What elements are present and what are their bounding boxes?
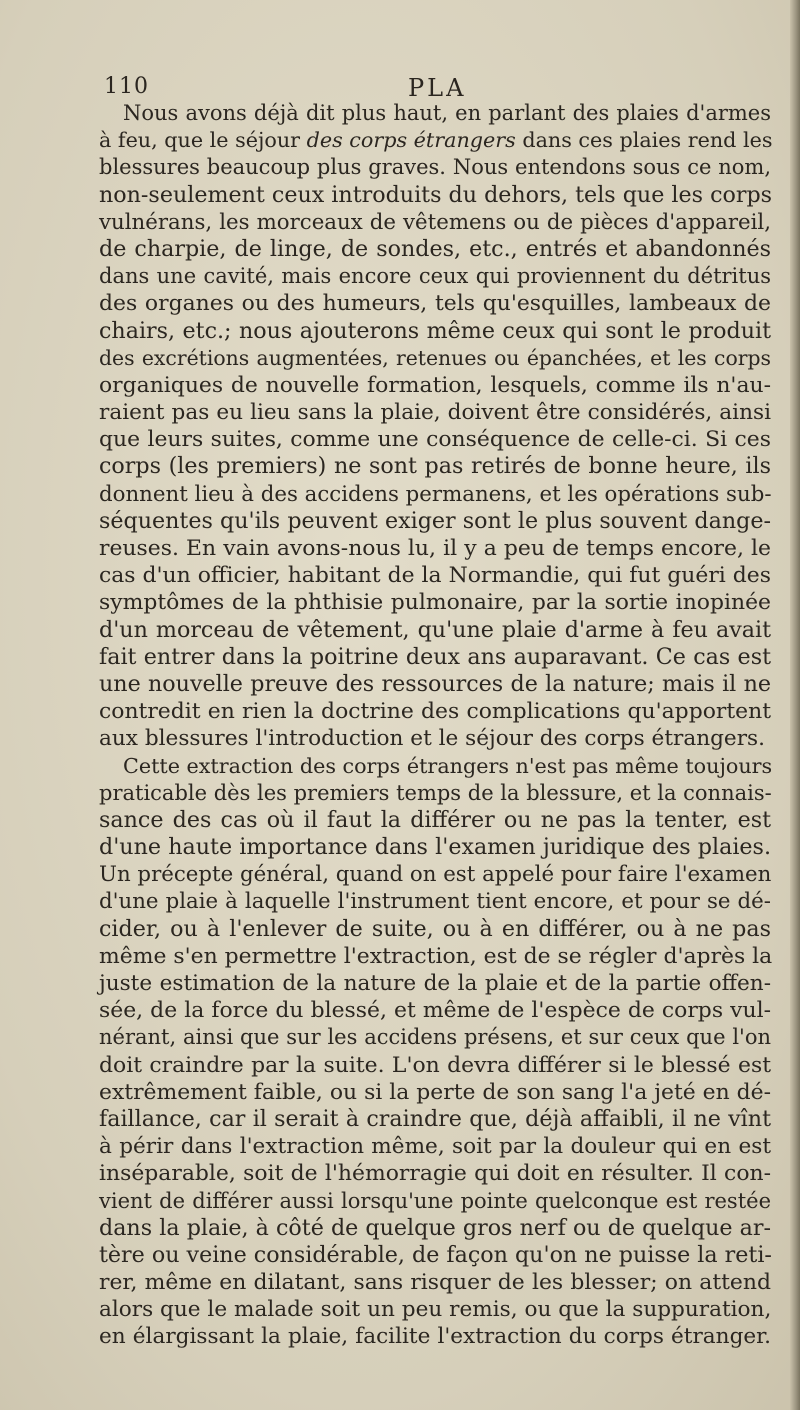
text-line: d'un morceau de vêtement, qu'une plaie d'arme à feu avait [99,616,771,643]
text-line: Un précepte général, quand on est appelé pour faire l'examen [99,862,772,888]
text-line: des organes ou des humeurs, tels qu'esquilles, lambeaux de [99,291,771,317]
text-line: sance des cas où il faut la différer ou ne pas la tenter, est [99,806,771,833]
text-line: dans une cavité, mais encore ceux qui proviennent du détritus [99,264,771,289]
text-line: fait entrer dans la poitrine deux ans auparavant. Ce cas est [99,643,771,670]
text-line: praticable dès les premiers temps de la blessure, et la connais- [99,780,772,805]
text-line: chairs, etc.; nous ajouterons même ceux qui sont le produit [99,317,771,344]
text-line: inséparable, soit de l'hémorragie qui doit en résulter. Il con- [99,1161,771,1187]
text-line: rer, même en dilatant, sans risquer de les blesser; on attend [99,1270,771,1296]
text-line: tère ou veine considérable, de façon qu'on ne puisse la reti- [99,1241,772,1268]
text-line: faillance, car il serait à craindre que, déjà affaibli, il ne vînt [99,1105,771,1132]
text-line: donnent lieu à des accidens permanens, et les opérations sub- [99,481,772,507]
text-line: nérant, ainsi que sur les accidens présens, et sur ceux que l'on [99,1025,771,1050]
text-line [99,127,771,154]
text-line: symptômes de la phthisie pulmonaire, par la sortie inopinée [99,590,771,616]
text-line: cider, ou à l'enlever de suite, ou à en différer, ou à ne pas [99,915,771,942]
body-text [99,100,771,1351]
text-line: contredit en rien la doctrine des complications qu'apportent [99,699,771,725]
text-line: que leurs suites, comme une conséquence de celle-ci. Si ces [99,427,771,453]
text-line: en élargissant la plaie, facilite l'extraction du corps étranger. [99,1324,771,1350]
text-line: cas d'un officier, habitant de la Normandie, qui fut guéri des [99,563,771,589]
text-line: Nous avons déjà dit plus haut, en parlant des plaies d'armes [123,101,771,125]
text-line: alors que le malade soit un peu remis, ou que la suppuration, [99,1297,772,1323]
text-line: juste estimation de la nature de la plaie et de la partie offen- [99,971,771,996]
text-fragment: dans ces plaies rend les [515,128,773,153]
text-line: blessures beaucoup plus graves. Nous entendons sous ce nom, [99,155,771,180]
text-fragment: à feu, que le séjour [99,128,307,153]
text-line: vient de différer aussi lorsqu'une pointe quelconque est restée [99,1188,771,1213]
page-edge [790,0,800,1410]
text-line: reuses. En vain avons-nous lu, il y a peu de temps encore, le [99,536,771,561]
text-line: raient pas eu lieu sans la plaie, doivent être considérés, ainsi [99,400,771,426]
text-line: corps (les premiers) ne sont pas retirés de bonne heure, ils [99,453,771,480]
text-line: une nouvelle preuve des ressources de la nature; mais il ne [99,670,771,697]
text-line: doit craindre par la suite. L'on devra différer si le blessé est [99,1052,771,1078]
text-line: séquentes qu'ils peuvent exiger sont le plus souvent dange- [99,507,771,534]
text-line: à périr dans l'extraction même, soit par la douleur qui en est [99,1134,771,1160]
text-line: même s'en permettre l'extraction, est de se régler d'après la [99,943,773,969]
text-line: organiques de nouvelle formation, lesquels, comme ils n'au- [99,372,771,398]
text-line: d'une haute importance dans l'examen juridique des plaies. [99,834,771,861]
text-line: dans la plaie, à côté de quelque gros nerf ou de quelque ar- [99,1214,771,1241]
text-line: aux blessures l'introduction et le séjour des corps étrangers. [99,726,765,752]
text-line: d'une plaie à laquelle l'instrument tient encore, et pour se dé- [99,889,771,915]
text-line: non-seulement ceux introduits du dehors, tels que les corps [99,181,773,208]
text-line: de charpie, de linge, de sondes, etc., entrés et abandonnés [99,235,771,262]
italic-phrase: des corps étrangers [306,128,516,153]
text-line: vulnérans, les morceaux de vêtemens ou de pièces d'appareil, [99,209,771,235]
text-line: des excrétions augmentées, retenues ou épanchées, et les corps [99,345,771,370]
page-number: 110 [104,74,149,99]
text-line: extrêmement faible, ou si la perte de son sang l'a jeté en dé- [99,1079,772,1105]
running-head: PLA [408,74,467,102]
text-line: sée, de la force du blessé, et même de l'espèce de corps vul- [99,998,771,1024]
text-line: Cette extraction des corps étrangers n'est pas même toujours [123,753,773,778]
